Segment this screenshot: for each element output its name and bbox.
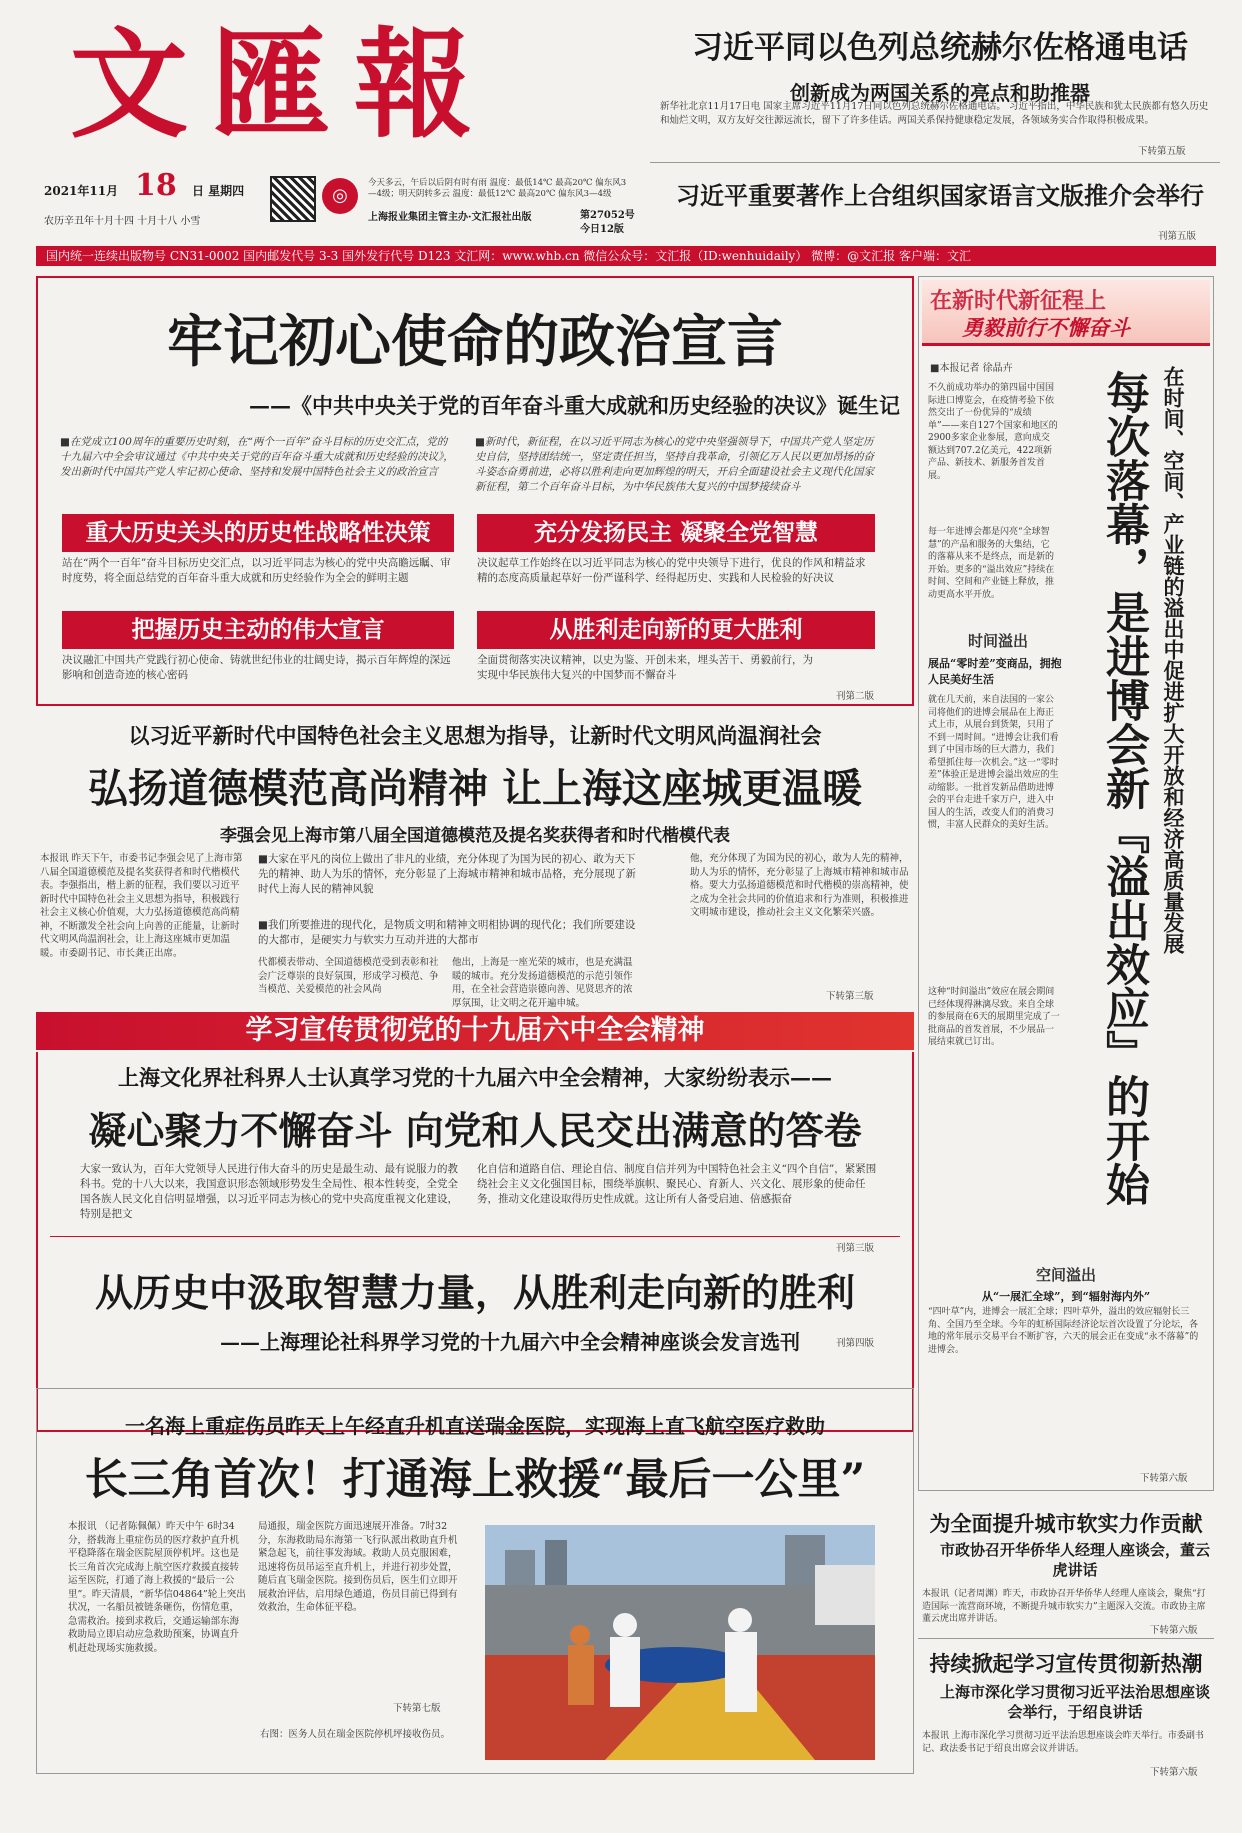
top-news-2-headline[interactable]: 习近平重要著作上合组织国家语言文版推介会举行 xyxy=(676,181,1204,210)
moral-col-2b: ■我们所要推进的现代化，是物质文明和精神文明相协调的现代化；我们所要建设的大都市，是硬实力与软实力互动并进的大都市 xyxy=(258,919,636,946)
sidebar-quote-2: 从“一展汇全球”，到“辐射海内外” xyxy=(981,1290,1151,1303)
issue-number: 第27052号 xyxy=(580,210,635,221)
logo-mark-icon: ◎ xyxy=(322,178,358,214)
section-banner: 学习宣传贯彻党的十九届六中全会精神 xyxy=(36,1012,914,1050)
sidebar-heading-space: 空间溢出 xyxy=(1035,1266,1096,1284)
top-news-1-turn[interactable]: 下转第五版 xyxy=(1138,146,1186,157)
rescue-kicker: 一名海上重症伤员昨天上午经直升机直送瑞金医院，实现海上直飞航空医疗救助 xyxy=(125,1414,825,1438)
top-news-1-subtitle: 创新成为两国关系的亮点和助推器 xyxy=(790,81,1090,105)
lead-intro-left: ■在党成立100周年的重要历史时刻，在“两个一百年”奋斗目标的历史交汇点，党的十九届六中全会审议通过《中共中央关于党的百年奋斗重大成就和历史经验的决议》，发出新时代中国共产党人牢记初心使命、坚持和发展中国特色社会主义的政治宣言 xyxy=(60,436,454,478)
lead-bar-2[interactable]: 充分发扬民主 凝聚全党智慧 xyxy=(477,514,875,552)
brief-1-subtitle: 市政协召开华侨华人经理人座谈会，董云虎讲话 xyxy=(940,1541,1211,1579)
brief-2-title[interactable]: 持续掀起学习宣传贯彻新热潮 xyxy=(929,1651,1203,1676)
moral-col-2c: 代都模表带动、全国道德模范受到表彰和社会广泛尊崇的良好氛围，形成学习模范、争当模范、关爱模范的社会风尚 xyxy=(258,957,439,995)
lead-text-4: 全面贯彻落实决议精神，以史为鉴、开创未来，埋头苦干、勇毅前行，为实现中华民族伟大复兴的中国梦而不懈奋斗 xyxy=(477,654,813,681)
weather-info: 今天多云，午后以后阴有时有雨 温度：最低14℃ 最高20℃ 偏东风3—4级；明天阴转多云 温度：最低12℃ 最高20℃ 偏东风3—4级 xyxy=(368,178,627,199)
rescue-title[interactable]: 长三角首次！打通海上救援“最后一公里” xyxy=(84,1455,866,1505)
sidebar-banner-line1: 在新时代新征程上 xyxy=(930,288,1107,314)
lead-bar-1[interactable]: 重大历史关头的历史性战略性决策 xyxy=(62,514,454,552)
moral-title[interactable]: 弘扬道德模范高尚精神 让上海这座城更温暖 xyxy=(88,765,862,812)
moral-col-1: 本报讯 昨天下午，市委书记李强会见了上海市第八届全国道德模范及提名奖获得者和时代楷模代表。李强指出，楷上新的征程，我们要以习近平新时代中国特色社会主义思想为指导，积极践行社会主义核心价值观，大力弘扬道德模范高尚精神，不断激发全社会向上向善的正能量，让新时代文明风尚温润社会，让上海这座城市更加温暖。市委副书记、市长龚正出席。 xyxy=(40,853,243,959)
sidebar-para-4b xyxy=(928,1130,1208,1250)
lead-text-3: 决议融汇中国共产党践行初心使命、铸就世纪伟业的壮阔史诗，揭示百年辉煌的深远影响和创造奇迹的核心密码 xyxy=(62,654,451,681)
sidebar-vertical-kicker: 在时间、空间、产业链的溢出中促进扩大开放和经济高质量发展 xyxy=(1161,366,1186,954)
top-news-1[interactable] xyxy=(660,22,1220,106)
culture-kicker: 上海文化界社科界人士认真学习党的十九届六中全会精神，大家纷纷表示—— xyxy=(118,1065,832,1090)
moral-col-3: 他出，上海是一座光荣的城市，也是充满温暖的城市。充分发扬道德模范的示范引领作用，在全社会营造崇德向善、见贤思齐的浓厚氛围，让文明之花开遍申城。 xyxy=(452,957,633,1009)
sidebar-para-1: 不久前成功举办的第四届中国国际进口博览会，在疫情考验下依然交出了一份优异的“成绩单”——来自127个国家和地区的2900多家企业参展，意向成交额达到707.2亿美元，422项新产品、新技术、新服务首发首展。 xyxy=(928,383,1058,481)
culture-text-left: 大家一致认为，百年大党领导人民进行伟大奋斗的历史是最生动、最有说服力的教科书。党的十八大以来，我国意识形态领域形势发生全局性、根本性转变，全党全国各族人民文化自信明显增强，以习近平同志为核心的党中央高度重视文化建设，特别是把文 xyxy=(80,1163,458,1220)
moral-subtitle: 李强会见上海市第八届全国道德模范及提名奖获得者和时代楷模代表 xyxy=(220,826,730,846)
lead-subtitle: ——《中共中央关于党的百年奋斗重大成就和历史经验的决议》诞生记 xyxy=(249,393,900,418)
rescue-col-2: 局通报，瑞金医院方面迅速展开准备。7时32分，东海救助局东海第一飞行队派出救助直升机紧急起飞，前往事发海域。救助人员克服困难，迅速将伤员吊运至直升机上，并进行初步处置，随后直飞瑞金医院。接到伤员后，医生们立即开展救治评估，启用绿色通道，伤员目前已得到有效救治，生命体征平稳。 xyxy=(258,1521,458,1613)
moral-col-2a: ■大家在平凡的岗位上做出了非凡的业绩，充分体现了为国为民的初心、敢为天下先的精神、助人为乐的情怀，充分彰显了上海城市精神和城市品格，充分展现了新时代上海人民的精神风貌 xyxy=(258,853,636,895)
date-year: 2021年11月 xyxy=(44,184,119,198)
brief-2-text: 本报讯 上海市深化学习贯彻习近平法治思想座谈会昨天举行。市委副书记、政法委书记于绍良出席会议并讲话。 xyxy=(922,1731,1204,1754)
sidebar-para-4: 这种“时间溢出”效应在展会期间已经体现得淋漓尽致。来自全球的参展商在6天的展期里完成了一批商品的首发首展，不少展品一展结束就已订出。 xyxy=(928,987,1060,1047)
sidebar-quote-1: 展品“零时差”变商品，拥抱人民美好生活 xyxy=(928,657,1062,686)
top-news-1-body: 新华社北京11月17日电 国家主席习近平11月17日同以色列总统赫尔佐格通电话。 习近平指出，中华民族和犹太民族都有悠久历史和灿烂文明，双方友好交往源远流长，留下了许多佳话。两国关系保持健康稳定发展，各领域务实合作取得积极成果。 xyxy=(660,101,1209,126)
culture-title[interactable]: 凝心聚力不懈奋斗 向党和人民交出满意的答卷 xyxy=(88,1108,862,1153)
lead-bar-3[interactable]: 把握历史主动的伟大宣言 xyxy=(62,611,454,649)
theory-title[interactable]: 从历史中汲取智慧力量，从胜利走向新的胜利 xyxy=(94,1270,855,1315)
date-lunar: 农历辛丑年十月十四 十月十八 小雪 xyxy=(44,216,201,227)
sidebar-vertical-title[interactable]: 每次落幕，是进博会新『溢出效应』的开始 xyxy=(1098,370,1149,1206)
helipad-photo-illustration xyxy=(485,1525,875,1760)
date-day: 18 xyxy=(135,168,177,203)
masthead-logo: 文匯報 xyxy=(70,15,497,154)
rescue-photo[interactable] xyxy=(485,1525,875,1760)
top-news-1-headline[interactable]: 习近平同以色列总统赫尔佐格通电话 xyxy=(692,30,1188,66)
info-bar: 国内统一连续出版物号 CN31-0002 国内邮发代号 3-3 国外发行代号 D123 文汇网：www.whb.cn 微信公众号：文汇报（ID:wenhuidaily） 微博：@文汇报 客户端：文汇 xyxy=(36,246,1216,266)
rescue-turn[interactable]: 下转第七版 xyxy=(393,1703,441,1714)
lead-text-1: 站在“两个一百年”奋斗目标历史交汇点，以习近平同志为核心的党中央高瞻远瞩、审时度势，将全面总结党的百年奋斗重大成就和历史经验作为全会的鲜明主题 xyxy=(62,557,451,584)
sidebar-para-3: 就在几天前，来自法国的一家公司将他们的进博会展品在上海正式上市，从展台到货架，只用了不到一周时间。“进博会让我们看到了中国市场的巨大潜力，我们希望抓住每一次机会。”这一“零时差”体验正是进博会溢出效应的生动缩影。一批首发新品借助进博会的平台走进千家万户，进入中国人的生活，改变人们的消费习惯，丰富人民群众的美好生活。 xyxy=(928,695,1059,830)
sidebar-banner xyxy=(922,280,1210,346)
qr-code[interactable] xyxy=(270,176,316,222)
moral-col-4: 他，充分体现了为国为民的初心，敢为人先的精神，助人为乐的情怀，充分彰显了上海城市精神和城市品格。要大力弘扬道德模范和时代楷模的崇高精神，使之成为全社会共同的价值追求和行为准则，积极推进文明城市建设，推动社会主义文化繁荣兴盛。 xyxy=(690,853,909,918)
sidebar-para-5: “四叶草”内，进博会一展汇全球；四叶草外，溢出的效应辐射长三角、全国乃至全球。今年的虹桥国际经济论坛首次设置了分论坛，各地的常年展示交易平台不断扩容，六天的展会正在变成“永不落幕”的进博会。 xyxy=(928,1307,1199,1355)
moral-turn[interactable]: 下转第三版 xyxy=(826,991,874,1002)
sidebar-para-2: 每一年进博会都是闪亮“全球智慧”的产品和服务的大集结，它的落幕从来不是终点，而是新的开始。更多的“溢出效应”持续在时间、空间和产业链上释放，推动更高水平开放。 xyxy=(928,527,1055,600)
theory-turn[interactable]: 刊第四版 xyxy=(836,1338,875,1349)
sidebar-turn[interactable]: 下转第六版 xyxy=(1140,1473,1188,1484)
theory-subtitle: ——上海理论社科界学习党的十九届六中全会精神座谈会发言选刊 xyxy=(220,1330,800,1354)
lead-bar-4[interactable]: 从胜利走向新的更大胜利 xyxy=(477,611,875,649)
sidebar-banner-line2: 勇毅前行不懈奋斗 xyxy=(962,315,1130,340)
date-weekday: 日 星期四 xyxy=(192,184,245,198)
lead-text-2: 决议起草工作始终在以习近平同志为核心的党中央领导下进行，优良的作风和精益求精的态度高质量起草好一份严谨科学、经得起历史、实践和人民检验的好决议 xyxy=(477,557,866,584)
rescue-col-1: 本报讯 （记者陈佩佩）昨天中午 6时34分，搭载海上重症伤员的医疗救护直升机平稳降落在瑞金医院屋顶停机坪。这也是长三角首次完成海上航空医疗救援直接转运至医院，打通了海上救援的“最后一公里”。昨天清晨，“新华信04864”轮上突出状况，一名船员被链条砸伤，伤情危重，急需救治。接到求救后，交通运输部东海救助局立即启动应急救助预案，协调直升机赶赴现场实施救援。 xyxy=(68,1521,246,1654)
page-count: 今日12版 xyxy=(580,224,624,235)
brief-1-turn[interactable]: 下转第六版 xyxy=(1150,1625,1198,1636)
publisher: 上海报业集团主管主办·文汇报社出版 xyxy=(368,212,532,223)
culture-turn[interactable]: 刊第三版 xyxy=(836,1243,875,1254)
sidebar-byline: ■本报记者 徐晶卉 xyxy=(930,363,1013,374)
brief-2-subtitle: 上海市深化学习贯彻习近平法治思想座谈会举行，于绍良讲话 xyxy=(940,1683,1211,1721)
lead-title[interactable]: 牢记初心使命的政治宣言 xyxy=(167,309,783,375)
rescue-caption: 右图：医务人员在瑞金医院停机坪接收伤员。 xyxy=(260,1729,451,1740)
brief-1-title[interactable]: 为全面提升城市软实力作贡献 xyxy=(929,1511,1203,1536)
sidebar-heading-time: 时间溢出 xyxy=(967,632,1028,650)
moral-kicker: 以习近平新时代中国特色社会主义思想为指导，让新时代文明风尚温润社会 xyxy=(128,723,822,748)
lead-turn[interactable]: 刊第二版 xyxy=(836,691,875,702)
lead-intro-right: ■新时代，新征程，在以习近平同志为核心的党中央坚强领导下，中国共产党人坚定历史自信，坚持团结统一，坚定责任担当，坚持自我革命，引领亿万人民以更加昂扬的奋斗姿态奋勇前进，必将以胜利走向更加辉煌的明天，开启全面建设社会主义现代化国家新征程，第二个百年奋斗目标，为中华民族伟大复兴的中国梦接续奋斗 xyxy=(475,436,874,493)
culture-text-right: 化自信和道路自信、理论自信、制度自信并列为中国特色社会主义“四个自信”，紧紧围绕社会主义文化强国目标，围绕举旗帜、聚民心、育新人、兴文化、展形象的使命任务，推动文化建设取得历史性成就。这让所有人备受启迪、倍感振奋 xyxy=(477,1163,877,1205)
top-news-2-turn[interactable]: 刊第五版 xyxy=(1158,231,1197,242)
brief-1-text: 本报讯（记者周渊）昨天，市政协召开华侨华人经理人座谈会，聚焦“打造国际一流营商环境，不断提升城市软实力”主题深入交流。市政协主席董云虎出席并讲话。 xyxy=(922,1589,1206,1624)
brief-2-turn[interactable]: 下转第六版 xyxy=(1150,1767,1198,1778)
